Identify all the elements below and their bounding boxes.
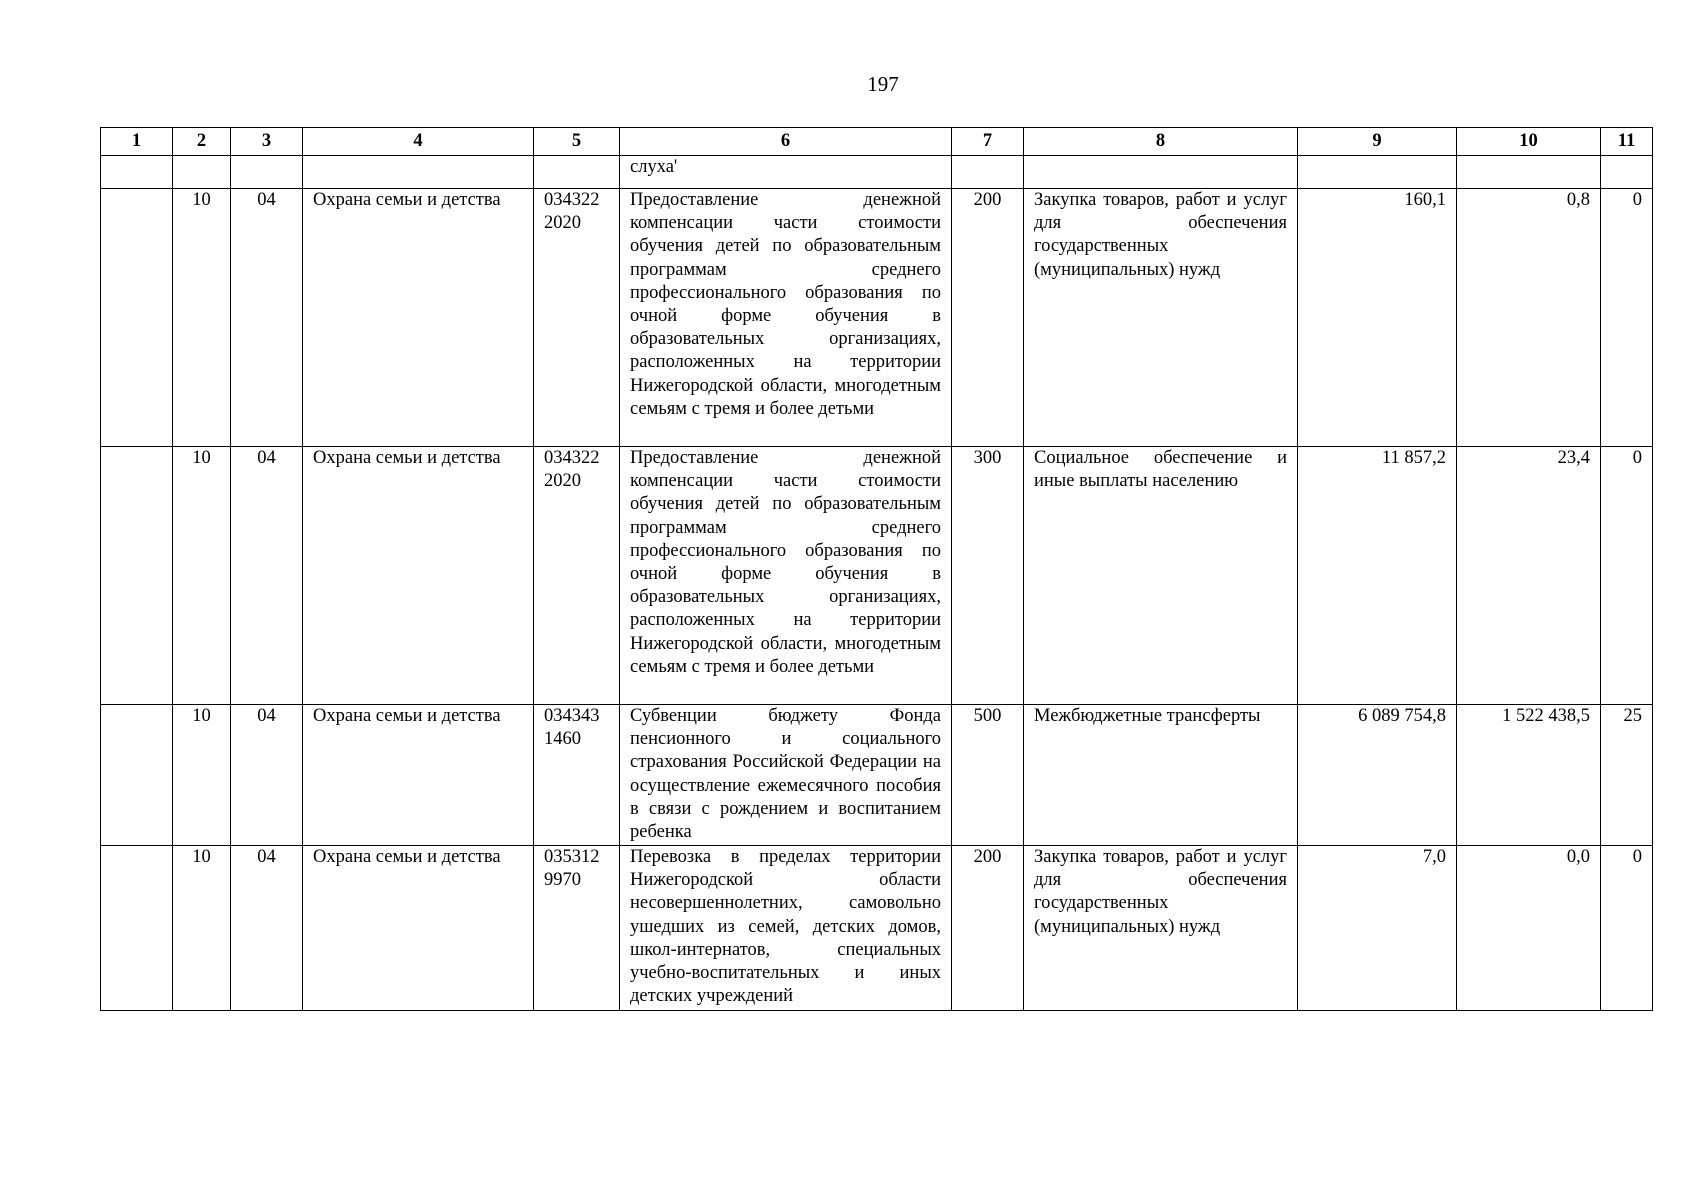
col-header-6: 6 bbox=[620, 128, 952, 156]
cell-description: Предоставление денежной компенсации части стоимости обучения детей по образовательным программам среднего профессионального образования по очной форме обучения в образовательных организациях, расположенных на территории Нижегородской области, многодетным семьям с тремя и более детьми bbox=[620, 447, 952, 705]
col-header-2: 2 bbox=[173, 128, 231, 156]
table-row bbox=[101, 447, 1653, 705]
cell-col1 bbox=[101, 846, 173, 1011]
cell-target-code: 034343 1460 bbox=[534, 705, 620, 846]
cell-expense-type: 200 bbox=[952, 846, 1024, 1011]
cell-section-name: Охрана семьи и детства bbox=[303, 705, 534, 846]
cell-target-code: 034322 2020 bbox=[534, 447, 620, 705]
table-row bbox=[101, 189, 1653, 447]
col-header-9: 9 bbox=[1298, 128, 1457, 156]
cell-expense-type: 500 bbox=[952, 705, 1024, 846]
cell-actual: 1 522 438,5 bbox=[1457, 705, 1601, 846]
cell-col1 bbox=[101, 705, 173, 846]
table-row bbox=[101, 846, 1653, 1011]
col-header-10: 10 bbox=[1457, 128, 1601, 156]
cell-actual: 0,8 bbox=[1457, 189, 1601, 447]
cell-section-name: Охрана семьи и детства bbox=[303, 189, 534, 447]
cell-expense-name: Закупка товаров, работ и услуг для обеспечения государственных (муниципальных) нужд bbox=[1024, 846, 1298, 1011]
cell-percent: 0 bbox=[1601, 447, 1653, 705]
cell-expense-name: Межбюджетные трансферты bbox=[1024, 705, 1298, 846]
col-header-3: 3 bbox=[231, 128, 303, 156]
table-row bbox=[101, 705, 1653, 846]
col-header-5: 5 bbox=[534, 128, 620, 156]
cell-section: 10 bbox=[173, 447, 231, 705]
cell-section: 10 bbox=[173, 189, 231, 447]
cell-actual: 23,4 bbox=[1457, 447, 1601, 705]
cell-plan: 7,0 bbox=[1298, 846, 1457, 1011]
col-header-11: 11 bbox=[1601, 128, 1653, 156]
cell-plan: 6 089 754,8 bbox=[1298, 705, 1457, 846]
cell-percent: 0 bbox=[1601, 846, 1653, 1011]
header-row bbox=[101, 128, 1653, 156]
col-header-8: 8 bbox=[1024, 128, 1298, 156]
cell-description: Перевозка в пределах территории Нижегородской области несовершеннолетних, самовольно ушедших из семей, детских домов, школ-интернатов, специальных учебно-воспитательных и иных детских учреждений bbox=[620, 846, 952, 1011]
cell-section: 10 bbox=[173, 705, 231, 846]
cell-expense-type: 300 bbox=[952, 447, 1024, 705]
cell-plan: 11 857,2 bbox=[1298, 447, 1457, 705]
cell-expense-type: 200 bbox=[952, 189, 1024, 447]
cell-subsection: 04 bbox=[231, 705, 303, 846]
cell-description: Предоставление денежной компенсации части стоимости обучения детей по образовательным программам среднего профессионального образования по очной форме обучения в образовательных организациях, расположенных на территории Нижегородской области, многодетным семьям с тремя и более детьми bbox=[620, 189, 952, 447]
cell-percent: 0 bbox=[1601, 189, 1653, 447]
cell-subsection: 04 bbox=[231, 189, 303, 447]
cell-expense-name: Закупка товаров, работ и услуг для обеспечения государственных (муниципальных) нужд bbox=[1024, 189, 1298, 447]
cell-section-name: Охрана семьи и детства bbox=[303, 447, 534, 705]
col-header-1: 1 bbox=[101, 128, 173, 156]
col-header-7: 7 bbox=[952, 128, 1024, 156]
cell-section-name: Охрана семьи и детства bbox=[303, 846, 534, 1011]
col-header-4: 4 bbox=[303, 128, 534, 156]
continuation-row bbox=[101, 156, 1653, 189]
page-number: 197 bbox=[867, 72, 899, 96]
cell-subsection: 04 bbox=[231, 447, 303, 705]
cell-col1 bbox=[101, 447, 173, 705]
cell-description: Субвенции бюджету Фонда пенсионного и социального страхования Российской Федерации на осуществление ежемесячного пособия в связи с рождением и воспитанием ребенка bbox=[620, 705, 952, 846]
cell-subsection: 04 bbox=[231, 846, 303, 1011]
cell-target-code: 035312 9970 bbox=[534, 846, 620, 1011]
cell-col1 bbox=[101, 189, 173, 447]
cell-actual: 0,0 bbox=[1457, 846, 1601, 1011]
cell-section: 10 bbox=[173, 846, 231, 1011]
continuation-text: слуха' bbox=[620, 156, 952, 189]
budget-table bbox=[100, 127, 1653, 1011]
cell-plan: 160,1 bbox=[1298, 189, 1457, 447]
cell-percent: 25 bbox=[1601, 705, 1653, 846]
cell-target-code: 034322 2020 bbox=[534, 189, 620, 447]
cell-expense-name: Социальное обеспечение и иные выплаты населению bbox=[1024, 447, 1298, 705]
